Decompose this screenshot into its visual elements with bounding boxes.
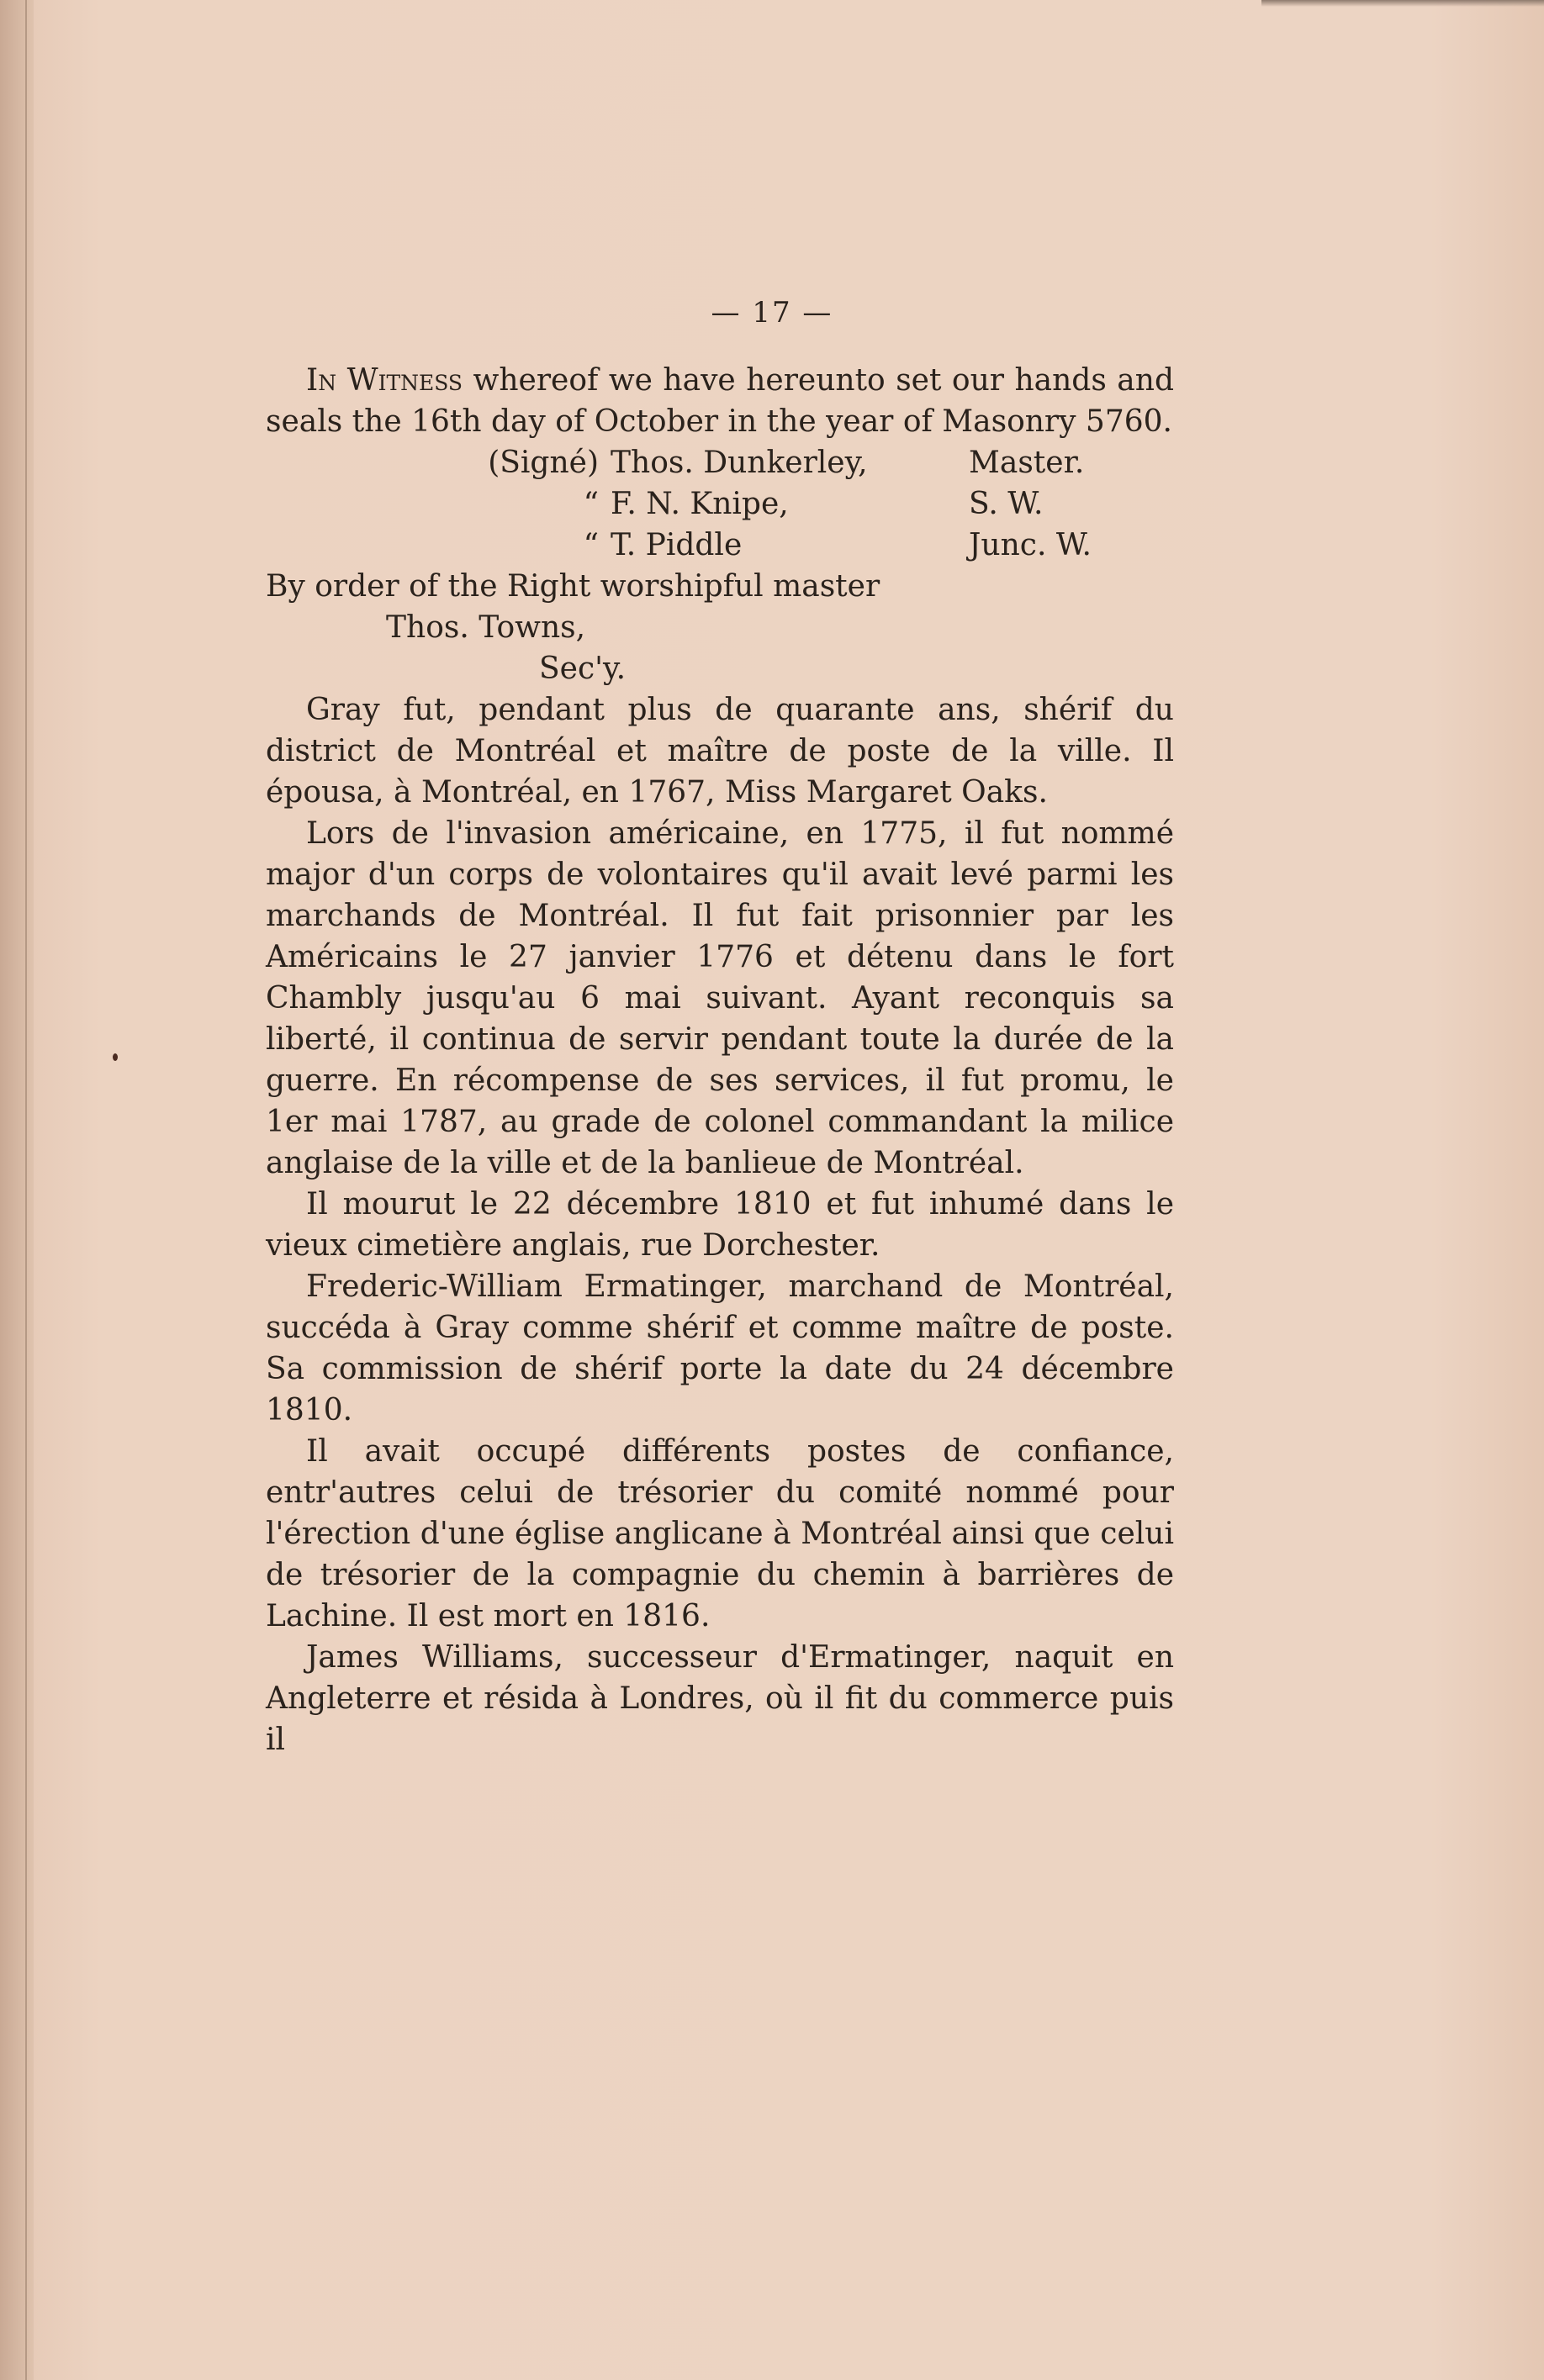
signature-row: [266, 442, 1174, 483]
paragraph: Frederic-William Ermatinger, marchand de Montréal, succéda à Gray comme shérif et comme maître de poste. Sa commission de shérif porte la date du 24 décembre 1810.: [266, 1269, 1174, 1427]
ink-speck: [113, 1053, 118, 1061]
signature-prefix: (Signé): [488, 446, 599, 480]
signature-name: Thos. Dunkerley,: [611, 446, 868, 480]
signature-block: [266, 442, 1174, 566]
binding-edge: [25, 0, 27, 2380]
witness-text: whereof we have hereunto set our hands and seals the 16th day of October in the year of Masonry 5760.: [266, 363, 1174, 439]
paragraph: Gray fut, pendant plus de quarante ans, shérif du district de Montréal et maître de poste de la ville. Il épousa, à Montréal, en 1767, Miss Margaret Oaks.: [266, 693, 1174, 810]
signature-title: Master.: [969, 446, 1085, 480]
signature-prefix: “: [583, 528, 599, 562]
order-line: By order of the Right worshipful master: [266, 569, 880, 604]
paragraph: James Williams, successeur d'Ermatinger, naquit en Angleterre et résida à Londres, où il fit du commerce puis il: [266, 1640, 1174, 1757]
paragraph: Lors de l'invasion américaine, en 1775, il fut nommé major d'un corps de volontaires qu'il avait levé parmi les marchands de Montréal. Il fut fait prisonnier par les Américains le 27 janvier 1776 et détenu dans le fort Chambly jusqu'au 6 mai suivant. Ayant reconquis sa liberté, il continua de servir pendant toute la durée de la guerre. En récompense de ses services, il fut promu, le 1er mai 1787, au grade de colonel commandant la milice anglaise de la ville et de la banlieue de Montréal.: [266, 816, 1174, 1180]
page-number: — 17 —: [711, 296, 833, 330]
witness-paragraph: [266, 360, 1174, 442]
secretary-name: Thos. Towns,: [386, 610, 586, 645]
paragraph: Il mourut le 22 décembre 1810 et fut inhumé dans le vieux cimetière anglais, rue Dorchester.: [266, 1187, 1174, 1263]
signature-row: [266, 525, 1174, 566]
body-text: [266, 360, 1174, 1760]
signature-name: F. N. Knipe,: [611, 487, 789, 521]
signature-prefix: “: [583, 487, 599, 521]
secretary-title: Sec'y.: [539, 652, 627, 686]
signature-title: S. W.: [969, 487, 1044, 521]
page-edge-shadow: [1261, 0, 1544, 7]
paragraph: Il avait occupé différents postes de confiance, entr'autres celui de trésorier du comité nommé pour l'érection d'une église anglicane à Montréal ainsi que celui de trésorier de la compagnie du chemin à barrières de Lachine. Il est mort en 1816.: [266, 1434, 1174, 1633]
signature-row: [266, 483, 1174, 525]
signature-title: Junc. W.: [969, 528, 1092, 562]
binding-gutter: [0, 0, 34, 2380]
witness-lead: In Witness: [306, 363, 463, 398]
signature-name: T. Piddle: [611, 528, 743, 562]
